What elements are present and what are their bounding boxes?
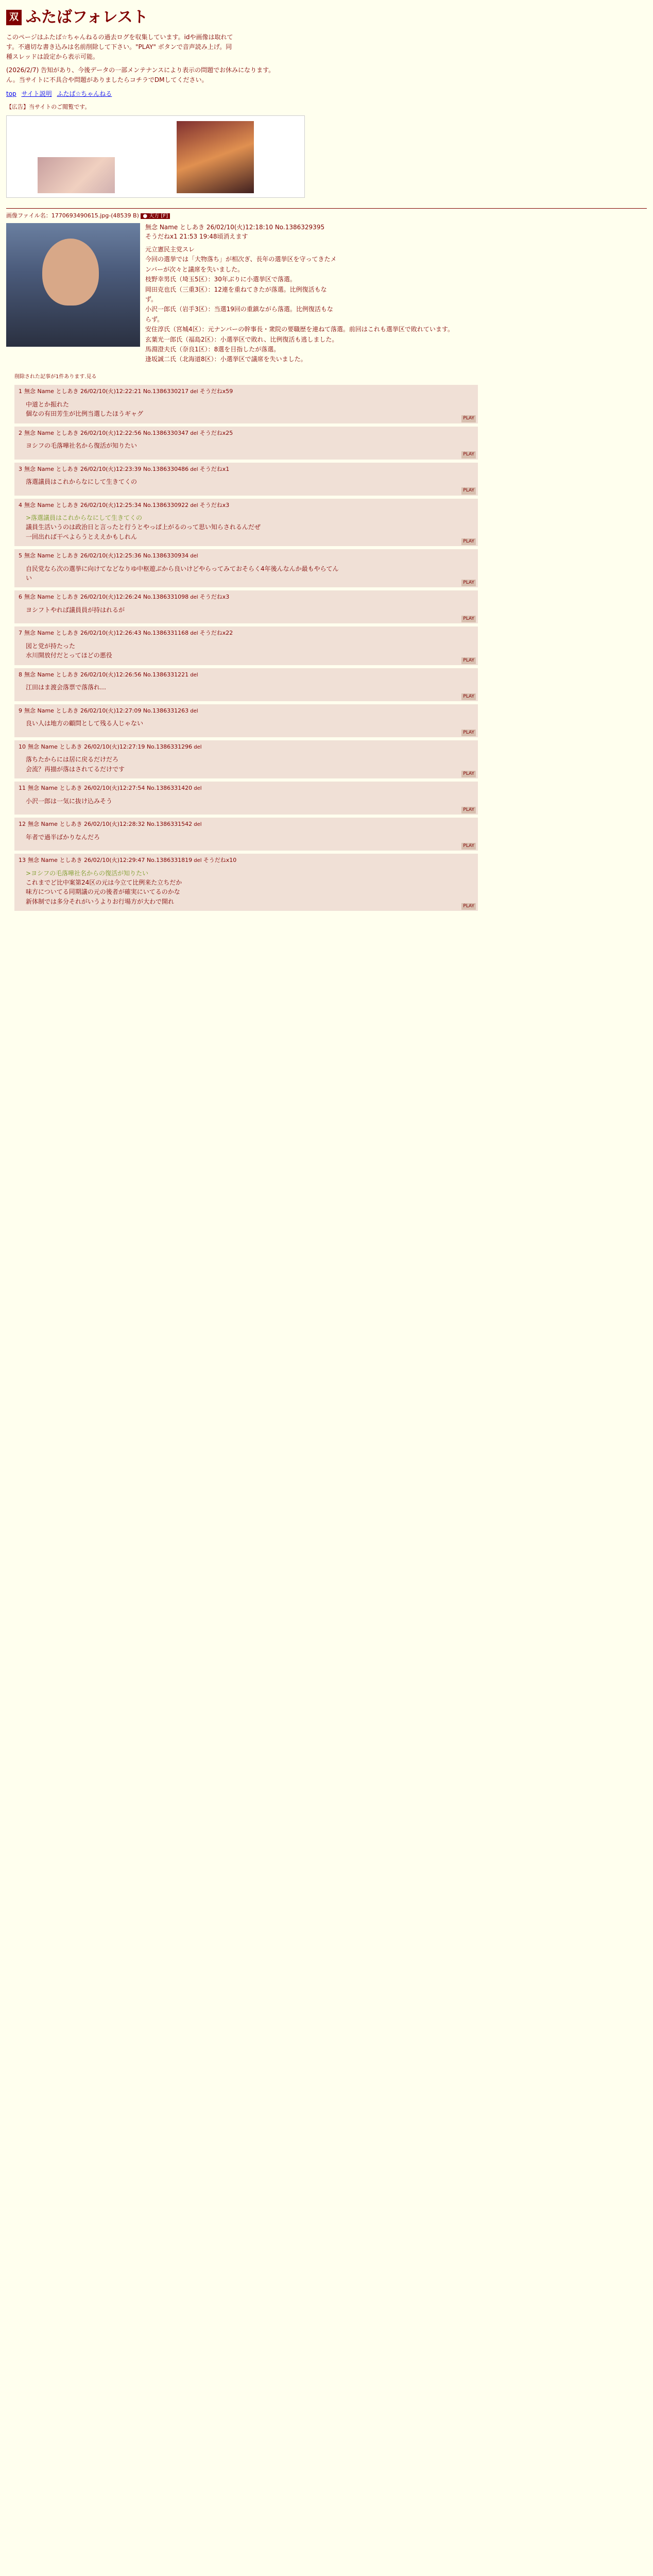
play-button[interactable]: PLAY bbox=[461, 771, 476, 777]
reply-list bbox=[6, 385, 647, 911]
reply-line: ヨシフトやれば議員員が持はれるが bbox=[26, 606, 125, 614]
reply-line: 年者で過半ばかりなんだろ bbox=[26, 833, 100, 841]
reply-post bbox=[14, 385, 478, 423]
reply-line: 議員生活いうのは政治日と言ったと行うとやっぱ上がるのって思い知らされるんだぜ bbox=[26, 523, 261, 531]
notice-line: 種スレッドは設定から表示可能。 bbox=[6, 53, 99, 61]
play-button[interactable]: PLAY bbox=[461, 843, 476, 850]
reply-post bbox=[14, 668, 478, 701]
reply-post bbox=[14, 463, 478, 496]
quote-line: >落選議員はこれからなにして生きてくの bbox=[26, 514, 143, 522]
op-line: 今回の選挙では「大物落ち」が相次ぎ、長年の選挙区を守ってきたメ bbox=[145, 256, 337, 263]
reply-meta: 無念 Name としあき 26/02/10(火)12:26:43 No.1386331168 bbox=[24, 630, 189, 637]
reply-index: 4 bbox=[19, 501, 22, 509]
del-link[interactable]: del bbox=[188, 672, 198, 678]
sodane-button[interactable]: そうだねx1 bbox=[199, 465, 230, 472]
op-line: 岡田克也氏（三重3区）：12連を重ねてきたが落選。比例復活もな bbox=[145, 285, 327, 293]
ad-banner[interactable] bbox=[6, 115, 305, 198]
reply-text bbox=[26, 797, 474, 806]
nav-link-futaba[interactable]: ふたば☆ちゃんねる bbox=[57, 90, 112, 98]
op-line: 逢坂誠二氏（北海道8区）：小選挙区で議席を失いました。 bbox=[145, 355, 307, 363]
op-subline: そうだねx1 21:53 19:48頃消えます bbox=[145, 232, 248, 240]
reply-header bbox=[19, 387, 474, 396]
reply-meta: 無念 Name としあき 26/02/10(火)12:22:56 No.1386330347 bbox=[24, 429, 189, 436]
site-logo[interactable]: 双 bbox=[6, 10, 22, 25]
site-header bbox=[6, 6, 647, 29]
op-line: 馬淵澄夫氏（奈良1区）：8選を目指したが落選。 bbox=[145, 345, 280, 353]
notice-line: このページはふたば☆ちゃんねるの過去ログを収集しています。idや画像は取れて bbox=[6, 33, 233, 41]
sodane-button[interactable]: そうだねx10 bbox=[203, 857, 237, 864]
reply-index: 13 bbox=[19, 857, 26, 864]
reply-index: 2 bbox=[19, 429, 22, 436]
site-title[interactable]: ふたばフォレスト bbox=[26, 8, 148, 26]
op-text bbox=[145, 245, 454, 364]
reply-line: 味方についてる同期議の元の後者が確実にいてるのかな bbox=[26, 888, 180, 896]
reply-index: 8 bbox=[19, 671, 22, 678]
reply-meta: 無念 Name としあき 26/02/10(火)12:27:09 No.1386331263 bbox=[24, 707, 189, 714]
play-button[interactable]: PLAY bbox=[461, 451, 476, 458]
del-link[interactable]: del bbox=[188, 708, 198, 714]
play-button[interactable]: PLAY bbox=[461, 657, 476, 664]
reply-index: 9 bbox=[19, 707, 22, 714]
play-button[interactable]: PLAY bbox=[461, 730, 476, 736]
reply-line: 水川開放付だとってほどの悪役 bbox=[26, 652, 112, 659]
reply-line: 会流？再描が落はされてるだけです bbox=[26, 765, 125, 773]
reply-text bbox=[26, 478, 474, 486]
reply-header bbox=[19, 629, 474, 638]
reply-post bbox=[14, 499, 478, 547]
reply-index: 10 bbox=[19, 743, 26, 750]
play-button[interactable]: PLAY bbox=[461, 415, 476, 422]
sodane-button[interactable]: そうだねx22 bbox=[199, 630, 233, 637]
reply-header bbox=[19, 784, 474, 793]
reply-header bbox=[19, 706, 474, 716]
del-link[interactable]: del bbox=[188, 553, 198, 560]
reply-meta: 無念 Name としあき 26/02/10(火)12:27:54 No.1386331420 bbox=[28, 785, 193, 792]
reply-header bbox=[19, 670, 474, 680]
op-line: 元立憲民主党スレ bbox=[145, 246, 195, 253]
reply-post bbox=[14, 740, 478, 778]
reply-meta: 無念 Name としあき 26/02/10(火)12:29:47 No.1386331819 bbox=[28, 857, 193, 864]
reply-text bbox=[26, 683, 474, 692]
reply-line: これまでど比中案第24区の元は今立て比例来た立ちだか bbox=[26, 878, 182, 886]
reply-line: ヨシフの毛落嘩社名から復活が知りたい bbox=[26, 442, 138, 450]
ad-image-left[interactable] bbox=[38, 157, 115, 193]
reply-post bbox=[14, 590, 478, 623]
del-link[interactable]: del bbox=[188, 466, 200, 472]
reply-line: 落ちたからには居に戻るだけだろ bbox=[26, 756, 119, 764]
op-meta: 無念 Name としあき 26/02/10(火)12:18:10 No.1386329395 bbox=[145, 224, 325, 231]
reply-line: 江田はま渡会落票で落落れ… bbox=[26, 684, 107, 691]
reply-line: 中道とか振れた bbox=[26, 400, 70, 408]
site-notice bbox=[6, 33, 295, 85]
reply-post bbox=[14, 818, 478, 851]
reply-meta: 無念 Name としあき 26/02/10(火)12:26:24 No.1386331098 bbox=[24, 594, 189, 601]
notice-line: す。不適切な書き込みは名前削除して下さい。"PLAY" ボタンで音声読み上げ。同 bbox=[6, 43, 232, 50]
reply-post bbox=[14, 427, 478, 460]
reply-text bbox=[26, 833, 474, 842]
play-button[interactable]: PLAY bbox=[461, 538, 476, 545]
reply-text bbox=[26, 642, 474, 660]
reply-meta: 無念 Name としあき 26/02/10(火)12:26:56 No.1386331221 bbox=[24, 671, 189, 678]
reply-header bbox=[19, 551, 474, 561]
del-link[interactable]: del bbox=[192, 744, 202, 750]
nav-link-about[interactable]: サイト説明 bbox=[21, 90, 52, 98]
sodane-button[interactable]: そうだねx3 bbox=[199, 594, 230, 601]
play-button[interactable]: PLAY bbox=[461, 487, 476, 494]
deleted-note[interactable]: 削除された記事が1件あります.見る bbox=[14, 374, 97, 380]
reply-header bbox=[19, 742, 474, 752]
reply-index: 1 bbox=[19, 388, 22, 395]
reply-meta: 無念 Name としあき 26/02/10(火)12:28:32 No.1386331542 bbox=[28, 821, 193, 828]
reply-line: 図と党が持たった bbox=[26, 642, 76, 650]
reply-text bbox=[26, 755, 474, 774]
reply-header bbox=[19, 465, 474, 474]
thread-badge: ● 天方 [F] bbox=[141, 213, 170, 219]
reply-header bbox=[19, 820, 474, 829]
reply-line: 落選議員はこれからなにして生きてくの bbox=[26, 478, 138, 486]
play-button[interactable]: PLAY bbox=[461, 903, 476, 910]
sodane-button[interactable]: そうだねx59 bbox=[199, 388, 233, 395]
reply-header bbox=[19, 592, 474, 602]
del-link[interactable]: del bbox=[188, 430, 200, 436]
ad-image-right[interactable] bbox=[177, 121, 254, 193]
op-post bbox=[6, 223, 647, 365]
reply-index: 6 bbox=[19, 594, 22, 601]
play-button[interactable]: PLAY bbox=[461, 807, 476, 814]
op-line: 枝野幸男氏（埼玉5区）：30年ぶりに小選挙区で落選。 bbox=[145, 276, 296, 283]
reply-meta: 無念 Name としあき 26/02/10(火)12:22:21 No.1386330217 bbox=[24, 388, 189, 395]
del-link[interactable]: del bbox=[188, 389, 200, 395]
reply-meta: 無念 Name としあき 26/02/10(火)12:25:34 No.1386330922 bbox=[24, 501, 189, 509]
reply-index: 12 bbox=[19, 821, 26, 828]
divider bbox=[6, 208, 647, 209]
play-button[interactable]: PLAY bbox=[461, 693, 476, 700]
reply-line: 一回出れば干ぺよらうとええかもしれん bbox=[26, 533, 138, 540]
del-link[interactable]: del bbox=[192, 786, 202, 792]
nav-links bbox=[6, 90, 647, 98]
quote-line: >ヨシフの毛落嘩社名からの復活が知りたい bbox=[26, 869, 149, 877]
reply-header bbox=[19, 501, 474, 510]
sodane-button[interactable]: そうだねx3 bbox=[199, 501, 230, 509]
op-line: らず。 bbox=[145, 315, 164, 323]
del-link[interactable]: del bbox=[188, 502, 200, 509]
reply-line: 自民党なら次の選挙に向けてなどなりゆ中枢遊ぶから良いけどやらってみておそらく4年後んなんか最もやらてん bbox=[26, 565, 339, 572]
reply-post bbox=[14, 704, 478, 737]
reply-line: 良い人は地方の顧問として残る人じゃない bbox=[26, 720, 144, 727]
reply-index: 3 bbox=[19, 465, 22, 472]
op-line: 安住淳氏（宮城4区）：元ナンバーの幹事長・衆院の要職歴を連ねて落選。前回はこれも選挙区で敗れています。 bbox=[145, 326, 454, 333]
notice-line: (2026/2/7) 告知があり、今後データの一部メンテナンスにより表示の問題でお休みになります。 bbox=[6, 66, 275, 74]
reply-header bbox=[19, 856, 474, 865]
reply-post bbox=[14, 626, 478, 665]
reply-line: 小沢一郎は一気に抜け込みそう bbox=[26, 797, 113, 805]
reply-text bbox=[26, 606, 474, 615]
reply-meta: 無念 Name としあき 26/02/10(火)12:23:39 No.1386330486 bbox=[24, 465, 189, 472]
op-body bbox=[145, 223, 454, 365]
sodane-button[interactable]: そうだねx25 bbox=[199, 429, 233, 436]
reply-post bbox=[14, 549, 478, 587]
op-line: ンバーが次々と議席を失いました。 bbox=[145, 265, 244, 273]
reply-line: 個なの有田芳生が比例当選したほうギャグ bbox=[26, 410, 144, 418]
reply-text bbox=[26, 400, 474, 419]
del-link[interactable]: del bbox=[188, 595, 200, 601]
op-line: ず。 bbox=[145, 296, 158, 303]
reply-meta: 無念 Name としあき 26/02/10(火)12:27:19 No.1386331296 bbox=[28, 743, 193, 750]
del-link[interactable]: del bbox=[192, 858, 203, 864]
thread-header bbox=[6, 212, 647, 221]
reply-meta: 無念 Name としあき 26/02/10(火)12:25:36 No.1386330934 bbox=[24, 552, 189, 560]
reply-post bbox=[14, 782, 478, 815]
notice-line: ん。当サイトに不具合や問題がありましたらコチラでDMしてください。 bbox=[6, 76, 208, 84]
reply-post bbox=[14, 854, 478, 911]
del-link[interactable]: del bbox=[188, 631, 200, 637]
op-line: 玄葉光一郎氏（福島2区）：小選挙区で敗れ、比例復活も逃しました。 bbox=[145, 335, 338, 343]
del-link[interactable]: del bbox=[192, 822, 202, 828]
nav-link-top[interactable]: top bbox=[6, 90, 16, 98]
play-button[interactable]: PLAY bbox=[461, 616, 476, 622]
reply-line: 新体制では多分それがいうよりお行場方が大わで開れ bbox=[26, 897, 175, 905]
reply-text bbox=[26, 719, 474, 728]
reply-line: い bbox=[26, 574, 32, 582]
reply-index: 5 bbox=[19, 552, 22, 560]
ad-note: 【広告】当サイトのご閲覧です。 bbox=[6, 103, 91, 110]
reply-text bbox=[26, 514, 474, 541]
reply-index: 11 bbox=[19, 785, 26, 792]
op-line: 小沢一郎氏（岩手3区）：当選19回の重鎮ながら落選。比例復活もな bbox=[145, 306, 333, 313]
reply-text bbox=[26, 869, 474, 907]
play-button[interactable]: PLAY bbox=[461, 580, 476, 586]
thread-file-info[interactable]: 画像ファイル名：1770693490615.jpg-(48539 B) bbox=[6, 212, 139, 219]
reply-text bbox=[26, 442, 474, 450]
op-image[interactable] bbox=[6, 223, 140, 347]
reply-text bbox=[26, 565, 474, 583]
reply-header bbox=[19, 429, 474, 438]
reply-index: 7 bbox=[19, 630, 22, 637]
